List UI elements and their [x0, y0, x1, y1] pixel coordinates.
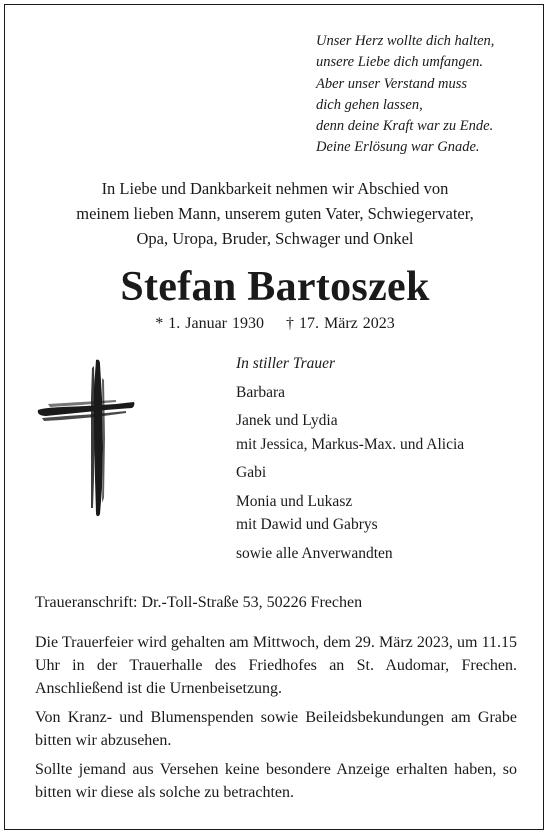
poem-line: denn deine Kraft war zu Ende. [316, 118, 494, 135]
mourner-group [236, 461, 536, 485]
mourner-group [236, 409, 536, 456]
mourners-heading: In stiller Trauer [236, 355, 336, 372]
funeral-paragraph: Die Trauerfeier wird gehalten am Mittwoch, dem 29. März 2023, um 11.15 Uhr in der Trauerhalle des Friedhofes an St. Audomar, Frechen. Anschließend ist die Urnenbeisetzung. [35, 634, 517, 697]
mourner-name: mit Jessica, Markus-Max. und Alicia [236, 435, 465, 453]
poem-line: Unser Herz wollte dich halten, [316, 33, 495, 49]
intro-text [0, 176, 550, 251]
intro-line: In Liebe und Dankbarkeit nehmen wir Abschied von [101, 179, 449, 198]
mourner-group [236, 490, 536, 537]
intro-line: meinem lieben Mann, unserem guten Vater, Schwiegervater, [76, 204, 474, 223]
mourner-name: mit Dawid und Gabrys [236, 516, 378, 533]
mourning-address: Traueranschrift: Dr.-Toll-Straße 53, 50226 Frechen [35, 594, 363, 611]
mourners-list [236, 352, 536, 565]
poem-line: dich gehen lassen, [316, 96, 423, 113]
brush-cross-icon [36, 358, 136, 518]
mourner-name: sowie alle Anverwandten [236, 544, 393, 562]
intro-line: Opa, Uropa, Bruder, Schwager und Onkel [136, 229, 414, 248]
mourner-name: Janek und Lydia [236, 412, 338, 429]
mourner-name: Monia und Lukasz [236, 492, 353, 510]
funeral-details [35, 631, 517, 810]
poem-line: Deine Erlösung war Gnade. [316, 139, 480, 156]
mourner-name: Gabi [236, 464, 267, 481]
poem-line: Aber unser Verstand muss [316, 75, 468, 92]
flowers-paragraph: Von Kranz- und Blumenspenden sowie Beileidsbekundungen am Grabe bitten wir abzusehen. [35, 709, 517, 749]
mourner-name: Barbara [236, 383, 286, 401]
poem-line: unsere Liebe dich umfangen. [316, 54, 483, 71]
mourner-group [236, 381, 536, 405]
birth-date: * 1. Januar 1930 [155, 315, 264, 332]
death-date: † 17. März 2023 [286, 315, 395, 332]
notice-paragraph: Sollte jemand aus Versehen keine besondere Anzeige erhalten haben, so bitten wir diese als solche zu betrachten. [35, 761, 517, 801]
mourner-group [236, 542, 536, 566]
deceased-name: Stefan Bartoszek [120, 264, 430, 310]
poem [316, 31, 541, 159]
life-dates [0, 313, 550, 335]
